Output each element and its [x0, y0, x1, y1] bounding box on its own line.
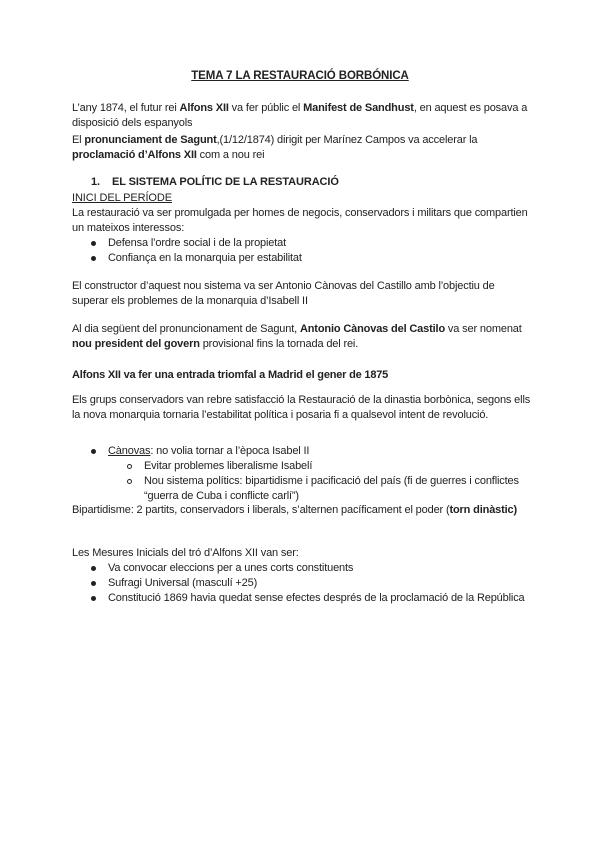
list-item: Va convocar eleccions per a unes corts constituents [108, 562, 354, 574]
section-paragraph-4: Els grups conservadors van rebre satisfacció la Restauració de la dinastia borbònica, segons ells la nova monarquia tornaria l’estabilitat política i posaria fi a qualsevol intent de revolució. [72, 394, 531, 421]
bipartidisme-paragraph: Bipartidisme: 2 partits, conservadors i liberals, s’alternen pacíficament el poder (torn dinàstic) [72, 504, 518, 516]
list-item: Defensa l’ordre social i de la propietat [108, 237, 287, 249]
sub-list-item: Evitar problemes liberalisme Isabelí [144, 460, 313, 472]
page-title: TEMA 7 LA RESTAURACIÓ BORBÓNICA [191, 70, 409, 82]
sub-bullet-icon [127, 479, 132, 484]
bullet-icon [91, 449, 96, 454]
section-paragraph-3: Al dia següent del pronuncionament de Sagunt, Antonio Cànovas del Castilo va ser nomenat nou president del govern provisional fins la tornada del rei. [72, 323, 522, 350]
list-item: Confiança en la monarquia per estabilitat [108, 252, 302, 264]
section-paragraph-5: Les Mesures Inicials del tró d’Alfons XII van ser: [72, 547, 299, 559]
bullet-icon [91, 596, 96, 601]
intro-paragraph-1: L’any 1874, el futur rei Alfons XII va fer públic el Manifest de Sandhust, en aquest es posava a disposició dels espanyols [72, 102, 528, 129]
section-paragraph-2: El constructor d’aquest nou sistema va ser Antonio Cànovas del Castillo amb l’objectiu de superar els problemes de la monarquia d’Isabell II [72, 280, 495, 307]
list-item: Sufragi Universal (masculí +25) [108, 577, 258, 589]
bullet-icon [91, 566, 96, 571]
sub-list-item: Nou sistema polítics: bipartidisme i pacificació del país (fi de guerres i conflictes “guerra de Cuba i conflicte carlí”) [144, 475, 519, 502]
section-subheading: INICI DEL PERÍODE [72, 192, 172, 204]
bullet-icon [91, 256, 96, 261]
list-item-canovas: Cànovas: no volia tornar a l’època Isabel II [108, 445, 310, 457]
section-paragraph-1: La restauració va ser promulgada per homes de negocis, conservadors i militars que compartien un mateixos interessos: [72, 207, 528, 234]
section-heading: 1. EL SISTEMA POLÍTIC DE LA RESTAURACIÓ [91, 176, 339, 188]
intro-paragraph-2: El pronunciament de Sagunt,(1/12/1874) dirigit per Marínez Campos va accelerar la proclamació d’Alfons XII com a nou rei [72, 134, 478, 161]
list-item: Constitució 1869 havia quedat sense efectes després de la proclamació de la República [108, 592, 525, 604]
bullet-icon [91, 581, 96, 586]
bullet-icon [91, 241, 96, 246]
sub-bullet-icon [127, 464, 132, 469]
bold-heading: Alfons XII va fer una entrada triomfal a Madrid el gener de 1875 [72, 369, 389, 381]
